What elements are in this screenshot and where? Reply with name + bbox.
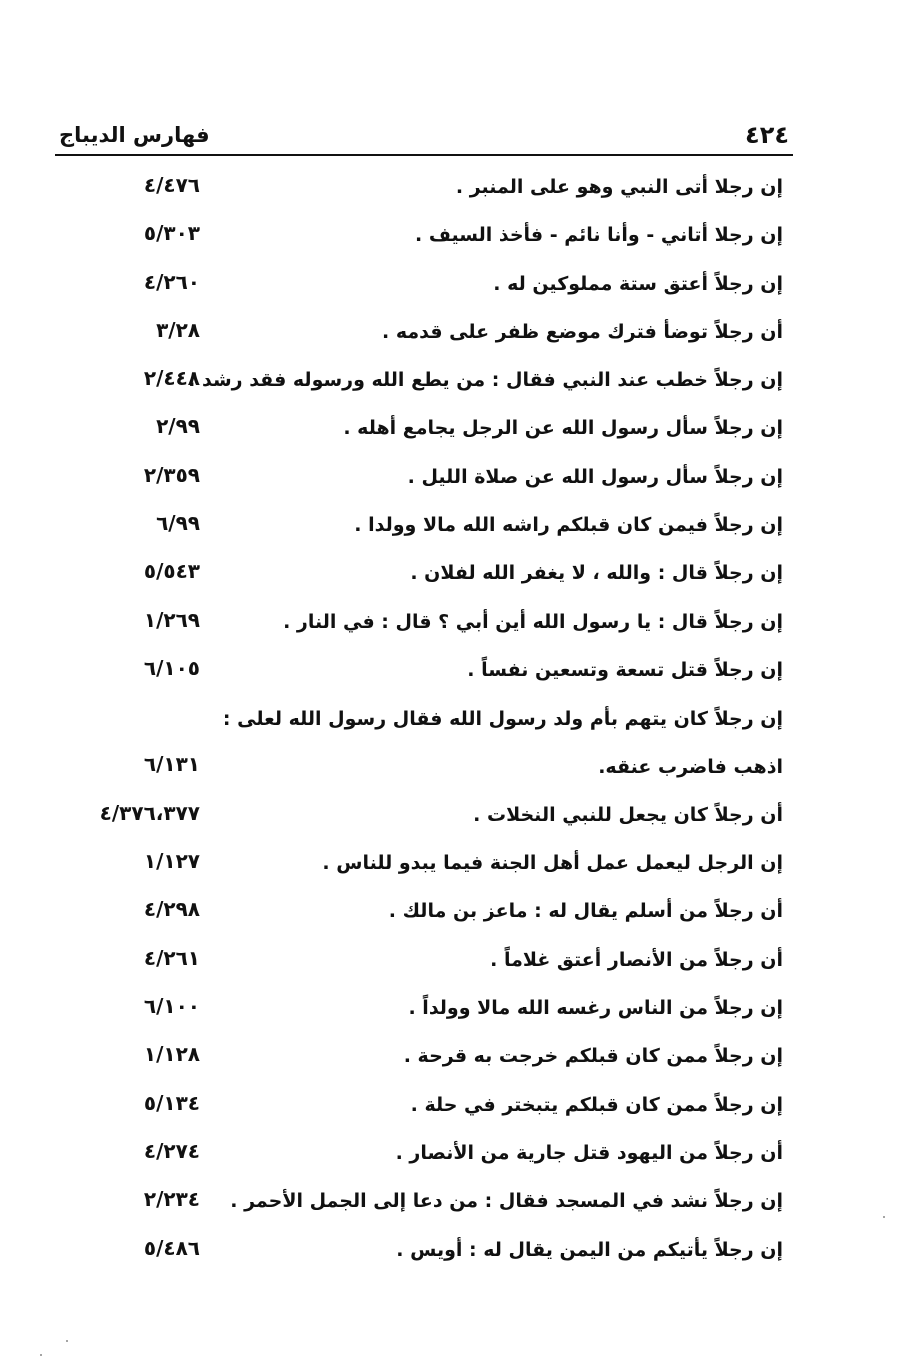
entry-reference: ٤/٤٧٦ [143,173,200,197]
index-entry [0,1178,898,1226]
entry-reference: ١/١٢٨ [143,1042,200,1067]
entry-reference: ٤/٣٧٦،٣٧٧ [99,800,200,825]
entry-text: إن رجلاً نشد في المسجد فقال : من دعا إلى الجمل الأحمر . [230,1190,783,1213]
entry-reference: ٦/١٣١ [143,752,200,777]
index-entry [0,599,898,647]
index-entry [0,1227,898,1275]
entry-reference: ٥/١٣٤ [143,1090,200,1115]
hadith-index-list [0,164,898,1275]
scan-speck [66,1340,68,1342]
running-header [55,118,793,156]
entry-text: أن رجلاً من اليهود قتل جارية من الأنصار . [395,1141,783,1164]
entry-text: إن الرجل ليعمل عمل أهل الجنة فيما يبدو للناس . [322,852,783,875]
index-entry [0,985,898,1033]
entry-text: إن رجلاً قال : يا رسول الله أين أبي ؟ قال : في النار . [283,610,783,633]
running-title: فهارس الديباج [59,123,210,147]
index-entry [0,888,898,936]
entry-reference: ٦/١٠٠ [143,994,200,1019]
entry-text: إن رجلاً ممن كان قبلكم يتبختر في حلة . [410,1093,783,1116]
entry-reference: ٤/٢٩٨ [143,897,200,922]
index-entry [0,164,898,212]
index-entry [0,840,898,888]
entry-reference: ١/١٢٧ [143,849,200,874]
index-entry [0,550,898,598]
entry-reference: ٢/٩٩ [156,414,200,439]
entry-reference: ٤/٢٧٤ [143,1138,200,1163]
index-entry [0,1130,898,1178]
entry-text: إن رجلاً ممن كان قبلكم خرجت به قرحة . [403,1045,783,1068]
entry-text: إن رجلاً سأل رسول الله عن صلاة الليل . [407,465,783,488]
entry-text: أن رجلاً كان يجعل للنبي النخلات . [473,803,783,826]
entry-text: أن رجلاً توضأ فترك موضع ظفر على قدمه . [382,320,783,343]
index-entry [0,405,898,453]
scan-speck [40,1354,42,1356]
entry-reference: ٤/٢٦٠ [143,269,200,294]
entry-text: إن رجلا أتاني - وأنا نائم - فأخذ السيف . [415,224,783,247]
entry-reference: ٢/٣٥٩ [143,462,200,487]
index-entry [0,309,898,357]
entry-text: إن رجلاً فيمن كان قبلكم راشه الله مالا وولدا . [354,514,783,537]
entry-reference: ٤/٢٦١ [143,945,200,970]
entry-text: إن رجلا أتى النبي وهو على المنبر . [455,176,783,198]
index-entry [0,212,898,260]
entry-reference: ٦/٩٩ [156,511,200,536]
index-entry [0,695,898,792]
entry-reference: ٦/١٠٥ [143,655,200,680]
index-entry [0,1082,898,1130]
entry-text: أن رجلاً من أسلم يقال له : ماعز بن مالك . [388,900,783,923]
index-entry [0,647,898,695]
index-entry [0,357,898,405]
entry-text: إن رجلاً قتل تسعة وتسعين نفساً . [467,658,783,681]
index-entry [0,502,898,550]
scan-speck [883,1216,885,1218]
entry-text: إن رجلاً قال : والله ، لا يغفر الله لفلان . [410,562,783,585]
entry-text: إن رجلاً خطب عند النبي فقال : من يطع الله ورسوله فقد رشد . [188,369,783,392]
entry-reference: ٢/٢٣٤ [143,1187,200,1212]
index-entry [0,454,898,502]
entry-text: أن رجلاً من الأنصار أعتق غلاماً . [490,948,783,971]
index-entry [0,1033,898,1081]
index-entry [0,261,898,309]
entry-reference: ٣/٢٨ [156,317,200,342]
page-number: ٤٢٤ [745,121,789,149]
entry-reference: ٥/٥٤٣ [143,559,200,584]
index-entry [0,792,898,840]
entry-text: إن رجلاً أعتق ستة مملوكين له . [493,272,783,295]
entry-reference: ٥/٤٨٦ [143,1235,200,1260]
entry-text: إن رجلاً من الناس رغسه الله مالا وولداً . [408,997,783,1020]
entry-reference: ٥/٣٠٣ [143,221,200,246]
entry-reference: ٢/٤٤٨ [143,366,200,391]
entry-text: إن رجلاً كان يتهم بأم ولد رسول الله فقال رسول الله لعلى : اذهب فاضرب عنقه. [222,708,783,779]
entry-reference: ١/٢٦٩ [143,607,200,632]
entry-text: إن رجلاً يأتيكم من اليمن يقال له : أويس . [396,1238,783,1261]
index-entry [0,937,898,985]
entry-text: إن رجلاً سأل رسول الله عن الرجل يجامع أهله . [343,417,783,440]
